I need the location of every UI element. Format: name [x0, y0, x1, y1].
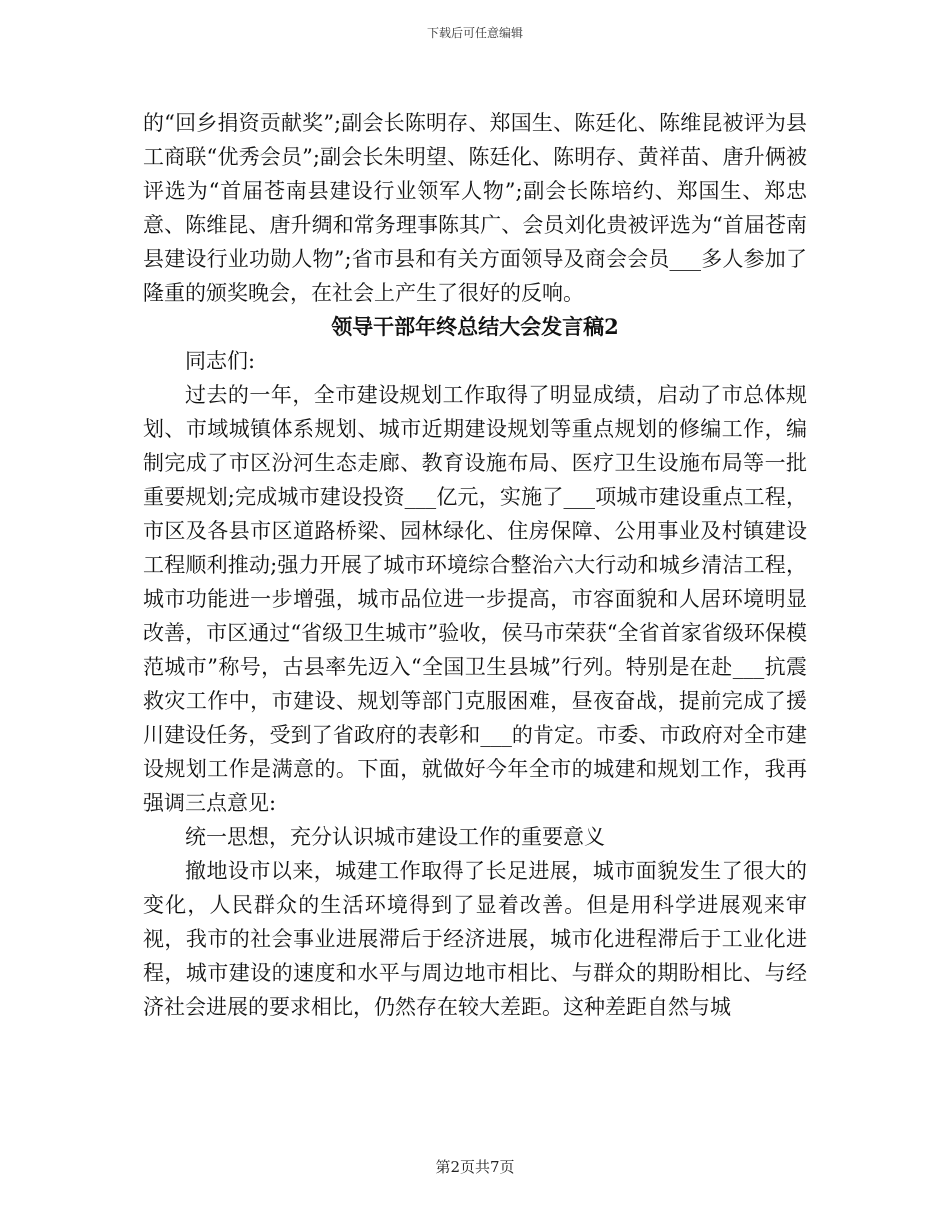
document-title: 领导干部年终总结大会发言稿2 — [331, 314, 619, 339]
section-heading: 统一思想，充分认识城市建设工作的重要意义 — [185, 825, 605, 849]
page-header: 下载后可任意编辑 — [426, 26, 523, 40]
paragraph: 撤地设市以来，城建工作取得了长足进展，城市面貌发生了很大的变化，人民群众的生活环境得到了显着改善。但是用科学进展观来审视，我市的社会事业进展滞后于经济进展，城市化进程滞后于工业化进程，城市建设的速度和水平与周边地市相比、与群众的期盼相比、与经济社会进展的要求相比，仍然存在较大差距。这种差距自然与城 — [143, 859, 807, 1019]
salutation: 同志们: — [185, 349, 256, 373]
paragraph: 过去的一年，全市建设规划工作取得了明显成绩，启动了市总体规划、市域城镇体系规划、城市近期建设规划等重点规划的修编工作，编制完成了市区汾河生态走廊、教育设施布局、医疗卫生设施布局等一批重要规划;完成城市建设投资___亿元，实施了___项城市建设重点工程，市区及各县市区道路桥梁、园林绿化、住房保障、公用事业及村镇建设工程顺利推动;强力开展了城市环境综合整治六大行动和城乡清洁工程，城市功能进一步增强，城市品位进一步提高，市容面貌和人居环境明显改善，市区通过“省级卫生城市”验收，侯马市荣获“全省首家省级环保模范城市”称号，古县率先迈入“全国卫生县城”行列。特别是在赴___抗震救灾工作中，市建设、规划等部门克服困难，昼夜奋战，提前完成了援川建设任务，受到了省政府的表彰和___的肯定。市委、市政府对全市建设规划工作是满意的。下面，就做好今年全市的城建和规划工作，我再强调三点意见: — [143, 383, 807, 815]
paragraph-continued: 的“回乡捐资贡献奖”;副会长陈明存、郑国生、陈廷化、陈维昆被评为县工商联“优秀会员”;副会长朱明望、陈廷化、陈明存、黄祥苗、唐升俩被评选为“首届苍南县建设行业领军人物”;副会长陈培约、郑国生、郑忠意、陈维昆、唐升绸和常务理事陈其广、会员刘化贵被评选为“首届苍南县建设行业功勋人物”;省市县和有关方面领导及商会会员___多人参加了隆重的颁奖晚会，在社会上产生了很好的反响。 — [143, 111, 807, 305]
page-number: 第2页共7页 — [435, 1158, 515, 1176]
document-body — [143, 106, 807, 1024]
